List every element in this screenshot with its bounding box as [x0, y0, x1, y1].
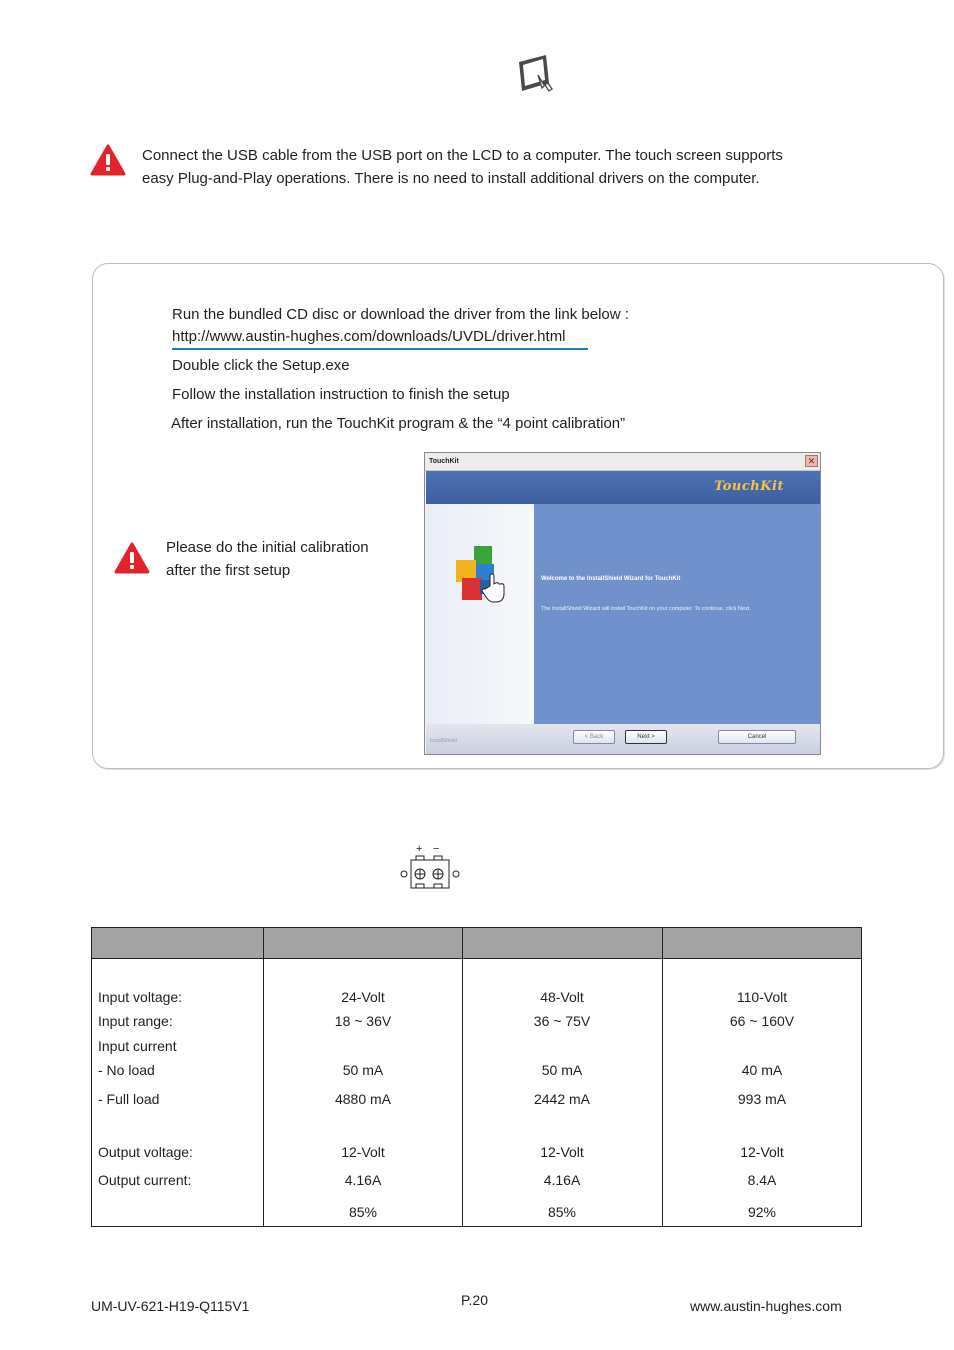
table-cell: 85% [547, 1204, 577, 1220]
calibration-note-line-1: Please do the initial calibration [166, 539, 369, 556]
usb-note-line-2: easy Plug-and-Play operations. There is no need to install additional drivers on the computer. [142, 170, 760, 187]
table-cell: 92% [747, 1204, 777, 1220]
touch-screen-icon [516, 53, 556, 97]
power-spec-table [91, 927, 862, 1227]
calibration-note-line-2: after the first setup [166, 562, 291, 579]
plus-symbol: + [416, 843, 423, 855]
installer-title: TouchKit [429, 458, 459, 465]
warning-icon [114, 542, 150, 574]
table-cell: 50 mA [342, 1062, 384, 1078]
installer-title-bar [425, 453, 820, 471]
table-cell: 8.4A [747, 1172, 777, 1188]
table-cell: 48-Volt [540, 989, 584, 1005]
dc-terminal-icon [398, 843, 462, 892]
next-button[interactable]: Next > [625, 730, 667, 744]
page-number: P.20 [461, 1292, 488, 1308]
table-cell: 4.16A [543, 1172, 581, 1188]
back-button[interactable]: < Back [573, 730, 615, 744]
table-cell: 993 mA [737, 1091, 787, 1107]
table-cell: 36 ~ 75V [533, 1013, 591, 1029]
table-cell: 50 mA [541, 1062, 583, 1078]
table-cell: 18 ~ 36V [334, 1013, 392, 1029]
install-step-4: After installation, run the TouchKit program & the “4 point calibration” [171, 415, 626, 432]
installer-header-banner [426, 471, 820, 504]
minus-symbol: − [433, 843, 440, 855]
installer-welcome-text: Welcome to the InstallShield Wizard for TouchKit [541, 576, 681, 582]
table-cell: 24-Volt [341, 989, 385, 1005]
table-cell: 2442 mA [533, 1091, 591, 1107]
row-label: Input voltage: [98, 989, 183, 1005]
warning-icon [90, 144, 126, 176]
installer-logo-icon [452, 544, 512, 606]
install-step-2: Double click the Setup.exe [172, 357, 350, 374]
row-label: Output current: [98, 1172, 192, 1188]
installer-description: The InstallShield Wizard will install TouchKit on your computer. To continue, click Next. [541, 606, 751, 612]
installer-window [424, 452, 821, 755]
installer-side-panel [426, 504, 534, 724]
table-cell: 85% [348, 1204, 378, 1220]
cancel-button[interactable]: Cancel [718, 730, 796, 744]
installshield-label: InstallShield [430, 738, 457, 744]
website: www.austin-hughes.com [690, 1298, 842, 1314]
install-step-3: Follow the installation instruction to finish the setup [172, 386, 510, 403]
table-cell: 12-Volt [540, 1144, 584, 1160]
table-cell: 110-Volt [736, 989, 788, 1005]
row-label: Output voltage: [98, 1144, 193, 1160]
table-cell: 12-Volt [341, 1144, 385, 1160]
row-label: Input current [98, 1038, 177, 1054]
touchkit-logo: TouchKit [714, 479, 784, 494]
install-step-1: Run the bundled CD disc or download the driver from the link below : [172, 306, 629, 323]
usb-note-line-1: Connect the USB cable from the USB port on the LCD to a computer. The touch screen supports [142, 147, 783, 164]
table-cell: 4.16A [344, 1172, 382, 1188]
table-cell: 4880 mA [334, 1091, 392, 1107]
document-id: UM-UV-621-H19-Q115V1 [91, 1298, 250, 1314]
row-label: Input range: [98, 1013, 173, 1029]
link-underline [172, 348, 588, 350]
table-cell: 12-Volt [740, 1144, 784, 1160]
installer-content [534, 504, 820, 724]
row-label: - No load [98, 1062, 155, 1078]
installer-button-bar [426, 724, 820, 754]
driver-download-link[interactable]: http://www.austin-hughes.com/downloads/UVDL/driver.html [172, 328, 566, 345]
close-icon[interactable]: ✕ [805, 455, 818, 467]
table-cell: 40 mA [741, 1062, 783, 1078]
row-label: - Full load [98, 1091, 160, 1107]
table-cell: 66 ~ 160V [729, 1013, 795, 1029]
table-header [92, 928, 861, 959]
